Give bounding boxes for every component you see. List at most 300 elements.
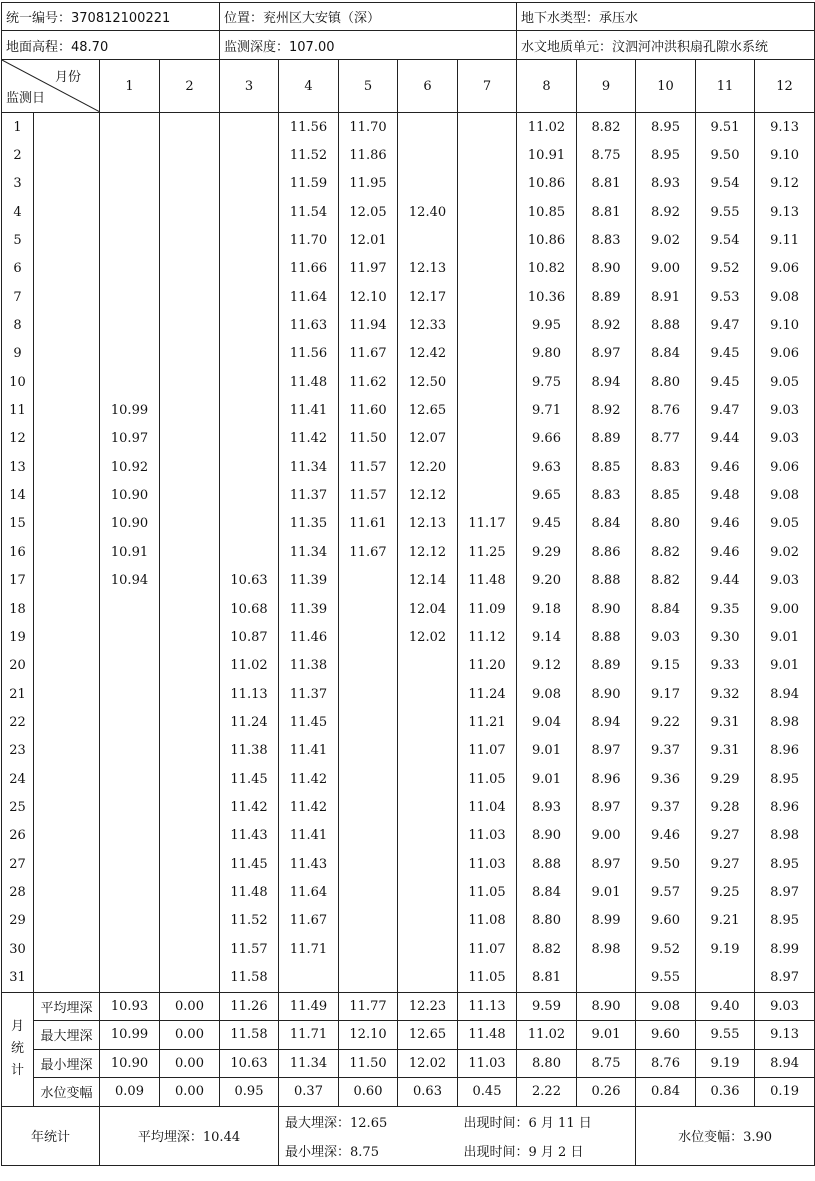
- depth-value: [160, 765, 220, 793]
- day-row: [2, 878, 815, 906]
- depth-value: 9.15: [636, 652, 696, 680]
- depth-value: 11.24: [458, 680, 517, 708]
- depth-value: [458, 453, 517, 481]
- stat-value: 2.22: [517, 1078, 577, 1107]
- depth-value: [458, 198, 517, 226]
- depth-value: 11.43: [279, 850, 339, 878]
- depth-value: 8.85: [577, 453, 636, 481]
- depth-value: 9.03: [755, 567, 815, 595]
- monthly-stat-row: [2, 1049, 815, 1078]
- depth-value: 11.59: [279, 170, 339, 198]
- depth-value: [339, 850, 398, 878]
- depth-value: 8.88: [517, 850, 577, 878]
- day-row: [2, 226, 815, 254]
- depth-value: [458, 311, 517, 339]
- depth-value: 8.98: [755, 708, 815, 736]
- depth-value: 11.41: [279, 822, 339, 850]
- depth-value: 11.86: [339, 141, 398, 169]
- depth-value: 9.14: [517, 623, 577, 651]
- depth-value: [100, 850, 160, 878]
- groundwater-monitoring-sheet: [1, 2, 814, 1166]
- depth-value: 9.06: [755, 453, 815, 481]
- monthly-stat-row: [2, 1078, 815, 1107]
- depth-value: 8.97: [755, 878, 815, 906]
- depth-value: 9.17: [636, 680, 696, 708]
- depth-value: 9.12: [755, 170, 815, 198]
- depth-value: 9.00: [755, 595, 815, 623]
- stat-value: 9.59: [517, 992, 577, 1021]
- day-spacer: [34, 283, 100, 311]
- depth-value: 8.90: [577, 255, 636, 283]
- depth-value: 11.17: [458, 510, 517, 538]
- depth-value: 11.45: [279, 708, 339, 736]
- depth-value: [160, 708, 220, 736]
- day-spacer: [34, 567, 100, 595]
- stat-value: 11.77: [339, 992, 398, 1021]
- depth-value: [220, 538, 279, 566]
- depth-value: [577, 963, 636, 992]
- month-header: 9: [577, 60, 636, 113]
- depth-value: 8.82: [636, 567, 696, 595]
- depth-value: 8.81: [577, 170, 636, 198]
- stat-value: 0.95: [220, 1078, 279, 1107]
- depth-value: [100, 652, 160, 680]
- depth-value: [398, 822, 458, 850]
- depth-value: 11.05: [458, 878, 517, 906]
- depth-value: [160, 510, 220, 538]
- depth-value: [339, 680, 398, 708]
- depth-value: [100, 255, 160, 283]
- depth-value: [398, 765, 458, 793]
- depth-value: [160, 793, 220, 821]
- day-number: 29: [2, 907, 34, 935]
- depth-value: 11.71: [279, 935, 339, 963]
- depth-value: [100, 793, 160, 821]
- depth-value: 9.19: [696, 935, 755, 963]
- day-row: [2, 311, 815, 339]
- depth-value: [220, 113, 279, 142]
- depth-value: 9.95: [517, 311, 577, 339]
- day-number: 17: [2, 567, 34, 595]
- stat-value: 10.90: [100, 1049, 160, 1078]
- depth-value: 9.29: [517, 538, 577, 566]
- annual-max-time: 出现时间：6 月 11 日: [458, 1106, 636, 1136]
- month-header: 4: [279, 60, 339, 113]
- depth-value: 8.90: [577, 595, 636, 623]
- depth-value: 9.02: [755, 538, 815, 566]
- depth-value: 9.32: [696, 680, 755, 708]
- depth-value: 9.52: [696, 255, 755, 283]
- day-spacer: [34, 170, 100, 198]
- depth-value: [220, 396, 279, 424]
- depth-value: 11.13: [220, 680, 279, 708]
- depth-value: 8.95: [755, 765, 815, 793]
- stat-value: 10.63: [220, 1049, 279, 1078]
- day-row: [2, 141, 815, 169]
- day-row: [2, 680, 815, 708]
- stat-label: 水位变幅: [34, 1078, 100, 1107]
- depth-value: [458, 113, 517, 142]
- depth-value: 8.92: [577, 396, 636, 424]
- depth-value: [339, 878, 398, 906]
- depth-value: 11.34: [279, 538, 339, 566]
- stat-value: 11.71: [279, 1021, 339, 1050]
- depth-value: 8.98: [755, 822, 815, 850]
- depth-value: [339, 963, 398, 992]
- depth-value: [100, 113, 160, 142]
- depth-value: 8.82: [517, 935, 577, 963]
- depth-value: 8.93: [517, 793, 577, 821]
- depth-value: 11.52: [220, 907, 279, 935]
- depth-value: 10.94: [100, 567, 160, 595]
- stat-value: 0.36: [696, 1078, 755, 1107]
- depth-value: [339, 595, 398, 623]
- annual-min-depth: 最小埋深：8.75: [279, 1136, 458, 1166]
- depth-value: 11.62: [339, 368, 398, 396]
- depth-value: 9.10: [755, 141, 815, 169]
- depth-value: [160, 935, 220, 963]
- day-number: 9: [2, 340, 34, 368]
- day-row: [2, 765, 815, 793]
- depth-value: 8.97: [577, 793, 636, 821]
- depth-value: [339, 907, 398, 935]
- day-spacer: [34, 765, 100, 793]
- depth-value: [100, 595, 160, 623]
- depth-value: [160, 198, 220, 226]
- month-header: 2: [160, 60, 220, 113]
- day-spacer: [34, 708, 100, 736]
- monitoring-depth: 监测深度：107.00: [220, 31, 517, 60]
- day-spacer: [34, 963, 100, 992]
- depth-value: 9.55: [696, 198, 755, 226]
- day-number: 16: [2, 538, 34, 566]
- depth-value: [100, 737, 160, 765]
- depth-value: [220, 453, 279, 481]
- depth-value: 11.02: [220, 652, 279, 680]
- day-spacer: [34, 255, 100, 283]
- depth-value: [100, 311, 160, 339]
- stat-value: 0.00: [160, 992, 220, 1021]
- stat-value: 9.08: [636, 992, 696, 1021]
- day-row: [2, 481, 815, 509]
- depth-value: 9.47: [696, 396, 755, 424]
- depth-value: 11.38: [220, 737, 279, 765]
- stat-value: 0.60: [339, 1078, 398, 1107]
- depth-value: [160, 623, 220, 651]
- day-spacer: [34, 481, 100, 509]
- depth-value: 8.84: [636, 595, 696, 623]
- depth-value: 11.02: [517, 113, 577, 142]
- depth-value: [100, 226, 160, 254]
- depth-value: [339, 623, 398, 651]
- depth-value: [220, 255, 279, 283]
- monthly-stat-row: [2, 1021, 815, 1050]
- depth-value: 8.97: [577, 737, 636, 765]
- day-row: [2, 567, 815, 595]
- section-label-char: 统: [10, 1041, 24, 1057]
- day-row: [2, 170, 815, 198]
- depth-value: [220, 311, 279, 339]
- depth-value: [160, 737, 220, 765]
- depth-value: 11.46: [279, 623, 339, 651]
- depth-value: 8.84: [517, 878, 577, 906]
- depth-value: 11.42: [279, 793, 339, 821]
- depth-value: 9.06: [755, 255, 815, 283]
- depth-value: 12.40: [398, 198, 458, 226]
- section-label-char: 计: [10, 1063, 24, 1079]
- day-number: 20: [2, 652, 34, 680]
- depth-value: [339, 822, 398, 850]
- depth-value: 9.02: [636, 226, 696, 254]
- depth-value: 9.51: [696, 113, 755, 142]
- depth-value: 11.70: [279, 226, 339, 254]
- depth-value: 11.67: [339, 340, 398, 368]
- depth-value: 8.80: [636, 368, 696, 396]
- depth-value: 8.94: [755, 680, 815, 708]
- depth-value: [458, 283, 517, 311]
- depth-value: 9.01: [755, 623, 815, 651]
- depth-value: 8.80: [636, 510, 696, 538]
- day-row: [2, 538, 815, 566]
- monitoring-table: [1, 2, 815, 1166]
- depth-value: 9.25: [696, 878, 755, 906]
- depth-value: 11.42: [279, 425, 339, 453]
- day-number: 3: [2, 170, 34, 198]
- depth-value: 11.57: [339, 453, 398, 481]
- stat-value: 12.65: [398, 1021, 458, 1050]
- depth-value: 12.33: [398, 311, 458, 339]
- day-spacer: [34, 652, 100, 680]
- depth-value: 9.44: [696, 425, 755, 453]
- depth-value: 9.27: [696, 822, 755, 850]
- depth-value: 8.98: [577, 935, 636, 963]
- stat-value: 11.50: [339, 1049, 398, 1078]
- day-spacer: [34, 538, 100, 566]
- depth-value: [398, 907, 458, 935]
- depth-value: 9.28: [696, 793, 755, 821]
- depth-value: [339, 793, 398, 821]
- depth-value: [160, 822, 220, 850]
- day-number: 23: [2, 737, 34, 765]
- depth-value: 12.42: [398, 340, 458, 368]
- depth-value: [160, 907, 220, 935]
- depth-value: 10.90: [100, 510, 160, 538]
- depth-value: [458, 170, 517, 198]
- month-header: 3: [220, 60, 279, 113]
- depth-value: 9.75: [517, 368, 577, 396]
- stat-value: 11.26: [220, 992, 279, 1021]
- depth-value: 8.83: [636, 453, 696, 481]
- stat-value: 0.00: [160, 1078, 220, 1107]
- depth-value: 8.99: [577, 907, 636, 935]
- depth-value: 9.37: [636, 737, 696, 765]
- depth-value: 10.86: [517, 170, 577, 198]
- depth-value: [160, 425, 220, 453]
- depth-value: 8.81: [517, 963, 577, 992]
- depth-value: [398, 170, 458, 198]
- depth-value: 9.71: [517, 396, 577, 424]
- depth-value: [160, 850, 220, 878]
- month-header: 5: [339, 60, 398, 113]
- depth-value: [160, 283, 220, 311]
- depth-value: 9.50: [636, 850, 696, 878]
- day-row: [2, 935, 815, 963]
- depth-value: 10.97: [100, 425, 160, 453]
- depth-value: [220, 226, 279, 254]
- depth-value: 11.57: [220, 935, 279, 963]
- depth-value: 11.54: [279, 198, 339, 226]
- depth-value: 9.37: [636, 793, 696, 821]
- depth-value: [458, 141, 517, 169]
- depth-value: 12.02: [398, 623, 458, 651]
- depth-value: [220, 283, 279, 311]
- day-number: 11: [2, 396, 34, 424]
- depth-value: 11.39: [279, 567, 339, 595]
- depth-value: 11.56: [279, 340, 339, 368]
- day-spacer: [34, 510, 100, 538]
- depth-value: 8.95: [636, 113, 696, 142]
- depth-value: 8.96: [577, 765, 636, 793]
- depth-value: 9.04: [517, 708, 577, 736]
- depth-value: 9.05: [755, 368, 815, 396]
- depth-value: 11.56: [279, 113, 339, 142]
- day-row: [2, 737, 815, 765]
- day-number: 12: [2, 425, 34, 453]
- depth-value: 8.97: [577, 850, 636, 878]
- depth-value: [339, 737, 398, 765]
- stat-value: 11.58: [220, 1021, 279, 1050]
- stat-value: 9.60: [636, 1021, 696, 1050]
- depth-value: 11.34: [279, 453, 339, 481]
- depth-value: 11.25: [458, 538, 517, 566]
- stat-value: 0.00: [160, 1021, 220, 1050]
- depth-value: 11.64: [279, 283, 339, 311]
- depth-value: 9.46: [696, 453, 755, 481]
- depth-value: [339, 652, 398, 680]
- corner-day-label: 监测日: [6, 91, 46, 106]
- day-number: 19: [2, 623, 34, 651]
- depth-value: [160, 368, 220, 396]
- depth-value: 8.89: [577, 652, 636, 680]
- day-spacer: [34, 850, 100, 878]
- depth-value: 8.84: [577, 510, 636, 538]
- depth-value: [220, 481, 279, 509]
- depth-value: 10.85: [517, 198, 577, 226]
- day-number: 10: [2, 368, 34, 396]
- depth-value: 9.46: [636, 822, 696, 850]
- depth-value: [160, 567, 220, 595]
- depth-value: 12.17: [398, 283, 458, 311]
- depth-value: 11.57: [339, 481, 398, 509]
- depth-value: 8.94: [577, 368, 636, 396]
- depth-value: [160, 453, 220, 481]
- depth-value: 9.27: [696, 850, 755, 878]
- depth-value: [160, 113, 220, 142]
- depth-value: 9.08: [517, 680, 577, 708]
- depth-value: [398, 737, 458, 765]
- depth-value: 9.36: [636, 765, 696, 793]
- depth-value: [398, 793, 458, 821]
- day-spacer: [34, 907, 100, 935]
- depth-value: 12.13: [398, 255, 458, 283]
- depth-value: 12.01: [339, 226, 398, 254]
- depth-value: 12.14: [398, 567, 458, 595]
- depth-value: 9.54: [696, 226, 755, 254]
- depth-value: 8.89: [577, 425, 636, 453]
- depth-value: [696, 963, 755, 992]
- depth-value: 9.47: [696, 311, 755, 339]
- day-spacer: [34, 822, 100, 850]
- section-label-char: 月: [10, 1019, 24, 1035]
- day-row: [2, 425, 815, 453]
- depth-value: 8.88: [636, 311, 696, 339]
- depth-value: 9.01: [517, 737, 577, 765]
- depth-value: 9.33: [696, 652, 755, 680]
- stat-value: 8.80: [517, 1049, 577, 1078]
- depth-value: [100, 141, 160, 169]
- depth-value: 8.88: [577, 623, 636, 651]
- depth-value: 11.37: [279, 481, 339, 509]
- stat-value: 8.90: [577, 992, 636, 1021]
- depth-value: [220, 170, 279, 198]
- depth-value: 9.11: [755, 226, 815, 254]
- day-row: [2, 283, 815, 311]
- hydrogeologic-unit: 水文地质单元：汶泗河冲洪积扇孔隙水系统: [517, 31, 815, 60]
- depth-value: [398, 935, 458, 963]
- depth-value: 11.61: [339, 510, 398, 538]
- corner-month-label: 月份: [54, 70, 81, 85]
- depth-value: 8.92: [636, 198, 696, 226]
- depth-value: 8.75: [577, 141, 636, 169]
- stat-value: 0.26: [577, 1078, 636, 1107]
- depth-value: 8.77: [636, 425, 696, 453]
- depth-value: [398, 963, 458, 992]
- depth-value: 9.80: [517, 340, 577, 368]
- day-spacer: [34, 878, 100, 906]
- stat-value: 11.49: [279, 992, 339, 1021]
- stat-value: 12.23: [398, 992, 458, 1021]
- depth-value: 11.41: [279, 396, 339, 424]
- depth-value: 8.90: [577, 680, 636, 708]
- depth-value: 8.89: [577, 283, 636, 311]
- depth-value: 8.97: [577, 340, 636, 368]
- depth-value: 11.64: [279, 878, 339, 906]
- day-row: [2, 368, 815, 396]
- day-row: [2, 453, 815, 481]
- month-header: 6: [398, 60, 458, 113]
- depth-value: 11.39: [279, 595, 339, 623]
- depth-value: 9.48: [696, 481, 755, 509]
- depth-value: 12.05: [339, 198, 398, 226]
- day-spacer: [34, 226, 100, 254]
- depth-value: [100, 368, 160, 396]
- depth-value: [220, 198, 279, 226]
- depth-value: 11.21: [458, 708, 517, 736]
- depth-value: 10.91: [100, 538, 160, 566]
- depth-value: 8.95: [755, 850, 815, 878]
- depth-value: 11.37: [279, 680, 339, 708]
- depth-value: 9.13: [755, 113, 815, 142]
- depth-value: 8.84: [636, 340, 696, 368]
- depth-value: 9.60: [636, 907, 696, 935]
- depth-value: [458, 340, 517, 368]
- ground-elevation: 地面高程：48.70: [2, 31, 220, 60]
- depth-value: 10.86: [517, 226, 577, 254]
- depth-value: 11.41: [279, 737, 339, 765]
- depth-value: [100, 822, 160, 850]
- depth-value: 11.67: [279, 907, 339, 935]
- depth-value: 9.05: [755, 510, 815, 538]
